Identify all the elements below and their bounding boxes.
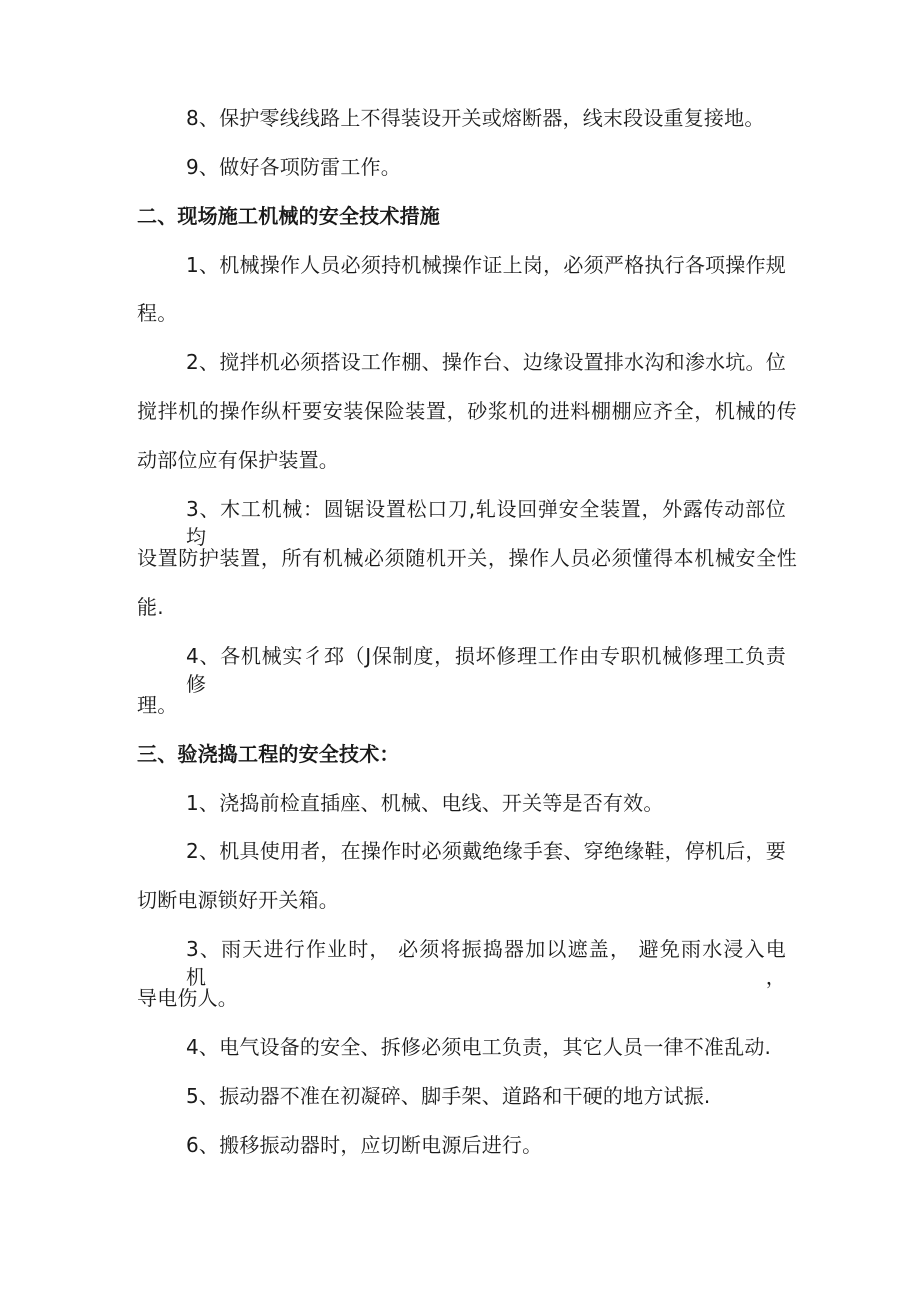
paragraph-line: 5、振动器不准在初凝碎、脚手架、道路和干硬的地方试振. [186,1084,711,1108]
paragraph-line: 1、浇捣前检直插座、机械、电线、开关等是否有效。 [186,791,664,815]
paragraph-line: 搅拌机的操作纵杆要安装保险装置，砂浆机的进料棚棚应齐全，机械的传 [137,399,797,423]
paragraph-line: 1、机械操作人员必须持机械操作证上岗，必须严格执行各项操作规 [186,253,786,277]
paragraph-line: 4、各机械实彳邳（J保制度，损坏修理工作由专职机械修理工负责修 [186,644,786,696]
paragraph-line: 8、保护零线线路上不得装设开关或熔断器，线末段设重复接地。 [186,106,765,130]
paragraph-line: 能. [137,595,164,619]
section-heading-2: 二、现场施工机械的安全技术措施 [137,204,440,228]
paragraph-line: 6、搬移振动器时，应切断电源后进行。 [186,1133,543,1157]
paragraph-line: 设置防护装置，所有机械必须随机开关，操作人员必须懂得本机械安全性 [137,546,797,570]
paragraph-line: 导电伤人。 [137,986,238,1010]
paragraph-line: 3、雨天进行作业时， 必须将振捣器加以遮盖， 避免雨水浸入电机， [186,937,786,989]
paragraph-line: 4、电气设备的安全、拆修必须电工负责，其它人员一律不准乱动. [186,1035,772,1059]
paragraph-line: 3、木工机械：圆锯设置松口刀,轧设回弹安全装置，外露传动部位均 [186,497,786,549]
section-heading-3: 三、验浇捣工程的安全技术： [137,742,400,766]
paragraph-line: 动部位应有保护装置。 [137,448,339,472]
paragraph-line: 2、机具使用者，在操作时必须戴绝缘手套、穿绝缘鞋，停机后，要 [186,839,786,863]
paragraph-line: 切断电源锁好开关箱。 [137,888,339,912]
paragraph-line: 程。 [137,301,178,325]
paragraph-line: 9、做好各项防雷工作。 [186,155,401,179]
paragraph-line: 2、搅拌机必须搭设工作棚、操作台、边缘设置排水沟和渗水坑。位 [186,350,786,374]
paragraph-line: 理。 [137,693,178,717]
